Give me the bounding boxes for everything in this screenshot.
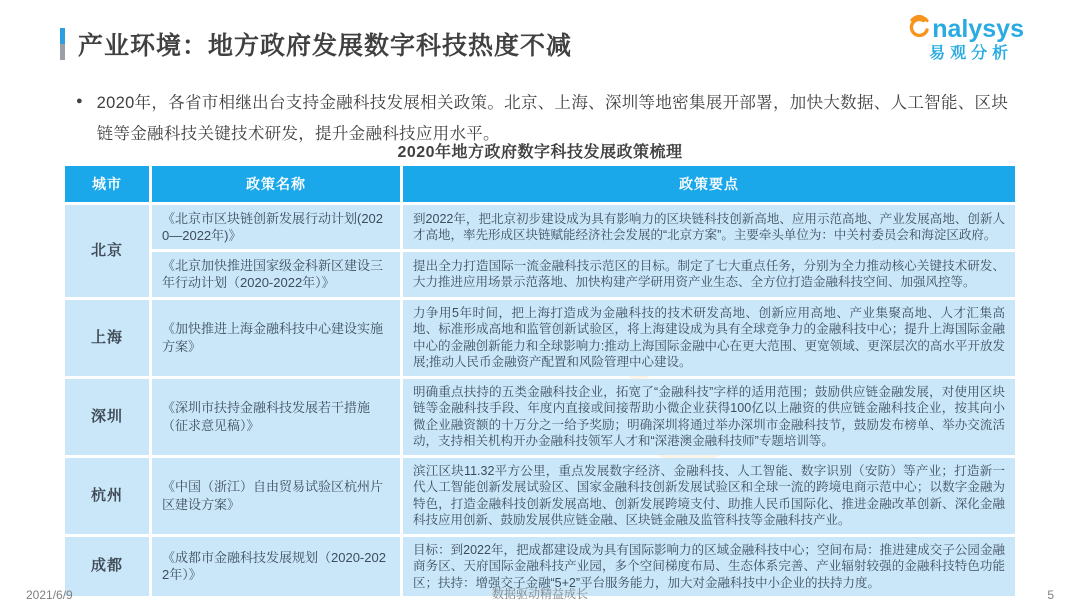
title-accent-bar: [60, 28, 65, 60]
city-chengdu: 成都: [65, 537, 149, 597]
column-header-city: 城市: [65, 166, 149, 202]
city-hangzhou: 杭州: [65, 458, 149, 534]
policy-points: 滨江区块11.32平方公里，重点发展数字经济、金融科技、人工智能、数字识别（安防）等产业；打造新一代人工智能创新发展试验区、国家金融科技创新发展试验区和全球一流的跨境电商示范中心；以数字金融为特色，打造金融科技创新发展高地、创新发展跨境支付、助推人民币国际化、推进金融改革创新、深化金融科技应用创新、鼓励发展供应链金融、区块链金融及监管科技等金融科技产业。: [403, 458, 1015, 534]
intro-text: 2020年，各省市相继出台支持金融科技发展相关政策。北京、上海、深圳等地密集展开部署，加快大数据、人工智能、区块链等金融科技关键技术研发，提升金融科技应用水平。: [96, 94, 1009, 144]
policy-name: 《北京加快推进国家级金科新区建设三年行动计划（2020-2022年）》: [152, 252, 400, 296]
city-shanghai: 上海: [65, 300, 149, 376]
policy-points: 目标：到2022年，把成都建设成为具有国际影响力的区域金融科技中心；空间布局：推进建成交子公园金融商务区、天府国际金融科技产业园，多个空间梯度布局、生态体系完善、产业辐射较强的金融科技特色功能区；扶持：增强交子金融“5+2”平台服务能力，加大对金融科技中小企业的扶持力度。: [403, 537, 1015, 597]
table-row-shanghai: [65, 300, 1015, 376]
analysys-logo: [904, 16, 1024, 62]
column-header-policy-name: 政策名称: [152, 166, 400, 202]
footer-slogan: 数据驱动精益成长: [491, 587, 588, 601]
policy-table: [62, 163, 1018, 599]
page-title: 产业环境：地方政府发展数字科技热度不减: [78, 32, 573, 60]
title-row: [60, 26, 572, 62]
policy-points: 提出全力打造国际一流金融科技示范区的目标。制定了七大重点任务，分别为全力推动核心关键技术研发、大力推进应用场景示范落地、加快构建产学研用资产业生态、全方位打造金融科技空间、加强风控等。: [403, 252, 1015, 296]
table-row-beijing-1: [65, 205, 1015, 249]
logo-brand-text: nalysys: [932, 15, 1024, 43]
city-beijing: 北京: [65, 205, 149, 297]
table-row-beijing-2: [65, 252, 1015, 296]
policy-points: 到2022年，把北京初步建设成为具有影响力的区块链科技创新高地、应用示范高地、产业发展高地、创新人才高地，率先形成区块链赋能经济社会发展的“北京方案”。主要牵头单位为：中关村委员会和海淀区政府。: [403, 205, 1015, 249]
table-row-shenzhen: [65, 379, 1015, 455]
analysys-wordmark: [904, 16, 1024, 44]
policy-points: 力争用5年时间，把上海打造成为金融科技的技术研发高地、创新应用高地、产业集聚高地、人才汇集高地、标准形成高地和监管创新试验区，将上海建设成为具有全球竞争力的金融科技中心；提升上海国际金融中心的金融创新能力和全球影响力:推动上海国际金融中心在更大范围、更宽领域、更深层次的高水平开放发展;推动人民币金融资产配置和风险管理中心建设。: [403, 300, 1015, 376]
logo-subtitle: 易观分析: [929, 44, 1014, 62]
table-row-hangzhou: [65, 458, 1015, 534]
policy-name: 《北京市区块链创新发展行动计划(2020—2022年)》: [152, 205, 400, 249]
policy-name: 《中国（浙江）自由贸易试验区杭州片区建设方案》: [152, 458, 400, 534]
policy-points: 明确重点扶持的五类金融科技企业，拓宽了“金融科技”字样的适用范围；鼓励供应链金融发展，对使用区块链等金融科技手段、年度内直接或间接帮助小微企业获得100亿以上融资的供应链金融科技企业，按其向小微企业融资额的十万分之一给予奖励；明确深圳将通过举办深圳市金融科技节，鼓励发布榜单、举办交流活动，支持相关机构开办金融科技领军人才和“深港澳金融科技师”专题培训等。: [403, 379, 1015, 455]
policy-name: 《深圳市扶持金融科技发展若干措施（征求意见稿）》: [152, 379, 400, 455]
city-shenzhen: 深圳: [65, 379, 149, 455]
policy-name: 《加快推进上海金融科技中心建设实施方案》: [152, 300, 400, 376]
analysys-swirl-icon: [904, 12, 934, 42]
footer-date: 2021/6/9: [26, 588, 73, 602]
footer-page-number: 5: [1047, 588, 1054, 602]
bullet-icon: ●: [76, 95, 83, 107]
table-header-row: [65, 166, 1015, 202]
column-header-policy-points: 政策要点: [403, 166, 1015, 202]
table-title: 2020年地方政府数字科技发展政策梳理: [397, 144, 683, 161]
policy-name: 《成都市金融科技发展规划（2020-2022年）》: [152, 537, 400, 597]
